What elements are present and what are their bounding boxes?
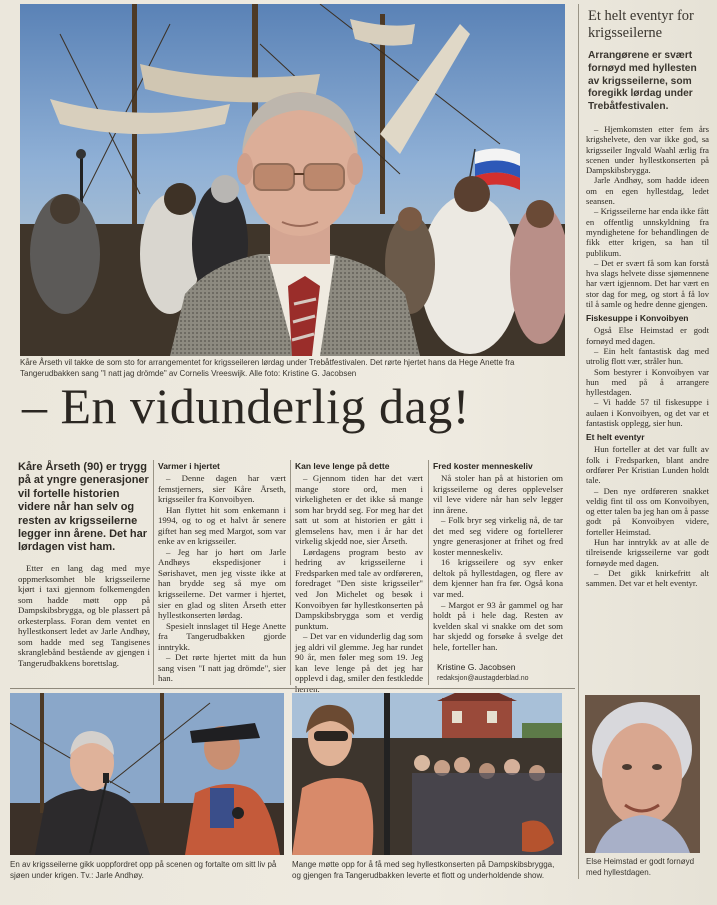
paragraph: Etter en lang dag med mye oppmerksomhet ble krigsseilerne kjørt i taxi gjennom folkemengden som hadde møtt opp på Dampskibsbrygga, og ble plassert på orkesterplass. Foran dem ventet en hyllestkonsert ledet av Jarle Andhøy, som hadde med seg Tangisenes skranglebånd bestående av gjengen i Tangerudbakkens borettslag. (18, 563, 150, 668)
paragraph: – Hjemkomsten etter fem års krigshelvete, den var ikke god, sa krigsseiler Ingvald Waahl ærlig fra scenen under hyllestkonserten på Dampskibsbrygga. (586, 124, 709, 176)
main-photo-caption: Kåre Årseth vil takke de som sto for arrangementet for krigsseileren lørdag under Trebåtfestivalen. Det rørte hjertet hans da Hege Anette fra Tangerudbakken sang "I natt jag drömde" av Cornelis Vreeswijk. Alle foto: Kristine G. Jacobsen (20, 358, 515, 378)
bottom-photo-crowd-caption: Mange møtte opp for å få med seg hyllestkonserten på Dampskibsbrygga, og gjengen fra Tangerudbakken leverte et flott og underholdende show. (292, 860, 555, 880)
sidebar-photo-woman (585, 695, 700, 853)
column-2 (158, 461, 286, 684)
paragraph: Som bestyrer i Konvoibyen var hun med på å arrangere hyllestdagen. (586, 366, 709, 398)
paragraph: – Margot er 93 år gammel og har holdt på i hele dag. Resten av kvelden skal vi snakke om det som har skjedd og forsøke å svelge det hele, forteller han. (433, 599, 563, 652)
bottom-photo-stage (10, 693, 284, 855)
subhead-varmer: Varmer i hjertet (158, 461, 220, 471)
bottom-photo-stage-caption: En av krigsseilerne gikk uoppfordret opp på scenen og fortalte om sitt liv på sjøen under krigen. Tv.: Jarle Andhøy. (10, 860, 277, 880)
subhead-kan-leve: Kan leve lenge på dette (295, 461, 390, 471)
paragraph: – Ein helt fantastisk dag med utrolig flott vær, stråler hun. (586, 345, 709, 367)
paragraph: Hun forteller at det var fullt av folk i Fredsparken, blant andre ordfører Per Kristian Lunden holdt tale. (586, 444, 709, 486)
sidebar-title: Et helt eventyr for krigsseilerne (588, 8, 694, 41)
paragraph: – Det er svært få som kan forstå hva slags helvete disse sjømennene har vært igjennom. Det har vært en stor dag for meg, og stort å få lov til å samle og hedre denne gjengen. (586, 257, 709, 310)
sidebar-divider (578, 4, 579, 879)
paragraph: Hun har inntrykk av at alle de tilreisende krigsseilerne var godt fornøyde med dagen. (586, 536, 709, 568)
paragraph: Han flyttet hit som enkemann i 1994, og to og et halvt år senere giftet han seg med Margot, som var enke av en krigsseiler. (158, 504, 286, 547)
paragraph: 16 krigsseilere og syv enker deltok på hyllestdagen, og flere av dem kjenner han fra før. Også kona var med. (433, 557, 563, 600)
paragraph: – Denne dagen har vært femstjerners, sier Kåre Årseth, krigsseiler fra Konvoibyen. (158, 473, 286, 505)
sidebar-lead: Arrangørene er svært fornøyd med hyllesten av krigsseilerne, som foregikk lørdag under Trebåtfestivalen. (588, 50, 697, 113)
paragraph: – Folk bryr seg virkelig nå, de tar det med seg videre og fortellerer yngre generasjoner at frihet og fred koster menneskeliv. (433, 515, 563, 557)
column-4 (433, 461, 563, 652)
column-divider (153, 460, 154, 685)
column-divider (428, 460, 429, 685)
paragraph: – Det gikk knirkefritt alt sammen. Det var et helt eventyr. (586, 567, 709, 589)
paragraph: – Jeg har jo hørt om Jarle Andhøys ekspedisjoner i Sørishavet, men jeg visste ikke at han brydde seg så mye om krigsseilerne. Det varmer i hjertet, sier en glad og sliten Årseth etter hyllestkonserten lørdag. (158, 546, 286, 621)
paragraph: Også Else Heimstad er godt fornøyd med dagen. (586, 325, 709, 346)
subhead-fred: Fred koster menneskeliv (433, 461, 533, 471)
paragraph: – Den nye ordføreren snakket veldig fint til oss om Konvoibyen, og etter talen ba jeg han om å passe godt på Konvoibyen videre, forteller Heimstad. (586, 485, 709, 537)
paragraph: – Krigsseilerne har enda ikke fått en offentlig unnskyldning fra myndighetene for behandlingen de fikk etter krigen, sa han til publikum. (586, 206, 709, 258)
paragraph: – Det var en vidunderlig dag som jeg aldri vil glemme. Jeg har rundet 90 år, men føler meg som 19. Jeg kan leve lenge på det jeg har opplevd i dag, smiler den festkledde (295, 631, 423, 684)
column-3 (295, 461, 423, 694)
paragraph: Spesielt innslaget til Hege Anette fra Tangerudbakken gjorde inntrykk. (158, 620, 286, 652)
bottom-photo-crowd (292, 693, 562, 855)
byline: Kristine G. Jacobsen (437, 662, 516, 672)
bottom-photo-crowd-illustration (292, 693, 562, 855)
sidebar-photo-caption: Else Heimstad er godt fornøyd med hyllestdagen. (586, 857, 695, 877)
lead-paragraph: Kåre Årseth (90) er trygg på at yngre generasjoner vil fortelle historien videre når han selv og resten av krigsseilerne legger inn årene. Det har lørdagen vist ham. (18, 461, 149, 554)
main-photo-illustration (20, 4, 565, 356)
column-1 (18, 563, 150, 668)
main-photo-old-man-tall-ship (20, 4, 565, 356)
sidebar-photo-illustration (585, 695, 700, 853)
paragraph: Nå stoler han på at historien om krigsseilerne og deres opplevelser vil leve videre når han selv legger inn årene. (433, 473, 563, 515)
subhead-eventyr: Et helt eventyr (586, 432, 645, 443)
paragraph: – Gjennom tiden har det vært mange store ord, men i virkeligheten er det ikke så mange som har brydd seg. For meg har det satt ut som at historien er gått i glemselens hav, men i år har det virkelig skjedd noe, sier Årseth. (295, 473, 423, 547)
byline-email: redaksjon@austagderblad.no (437, 675, 529, 682)
paragraph: – Det rørte hjertet mitt da hun sang visen "I natt jag drömde", sier han. (158, 652, 286, 684)
paragraph: Jarle Andhøy, som hadde ideen om en egen hyllestdag, ledet seansen. (586, 175, 709, 207)
column-divider (290, 460, 291, 685)
bottom-photo-stage-illustration (10, 693, 284, 855)
subhead-fiskesuppe: Fiskesuppe i Konvoibyen (586, 313, 689, 324)
paragraph: Lørdagens program besto av hedring av krigsseilerne i Fredsparken med tale av ordføreren, foredraget "Den siste krigsseiler" ved Jon Michelet og besøk i Konvoibyen før hyllestkonserten på Dampskibsbrygga som et verdig punktum. (295, 546, 423, 631)
paragraph: – Vi hadde 57 til fiskesuppe i aulaen i Konvoibyen, og det var et fantastisk opplegg, sier hun. (586, 397, 709, 429)
sidebar-body (586, 124, 709, 588)
headline: – En vidunderlig dag! (22, 378, 470, 434)
photo-row-divider (10, 688, 575, 689)
